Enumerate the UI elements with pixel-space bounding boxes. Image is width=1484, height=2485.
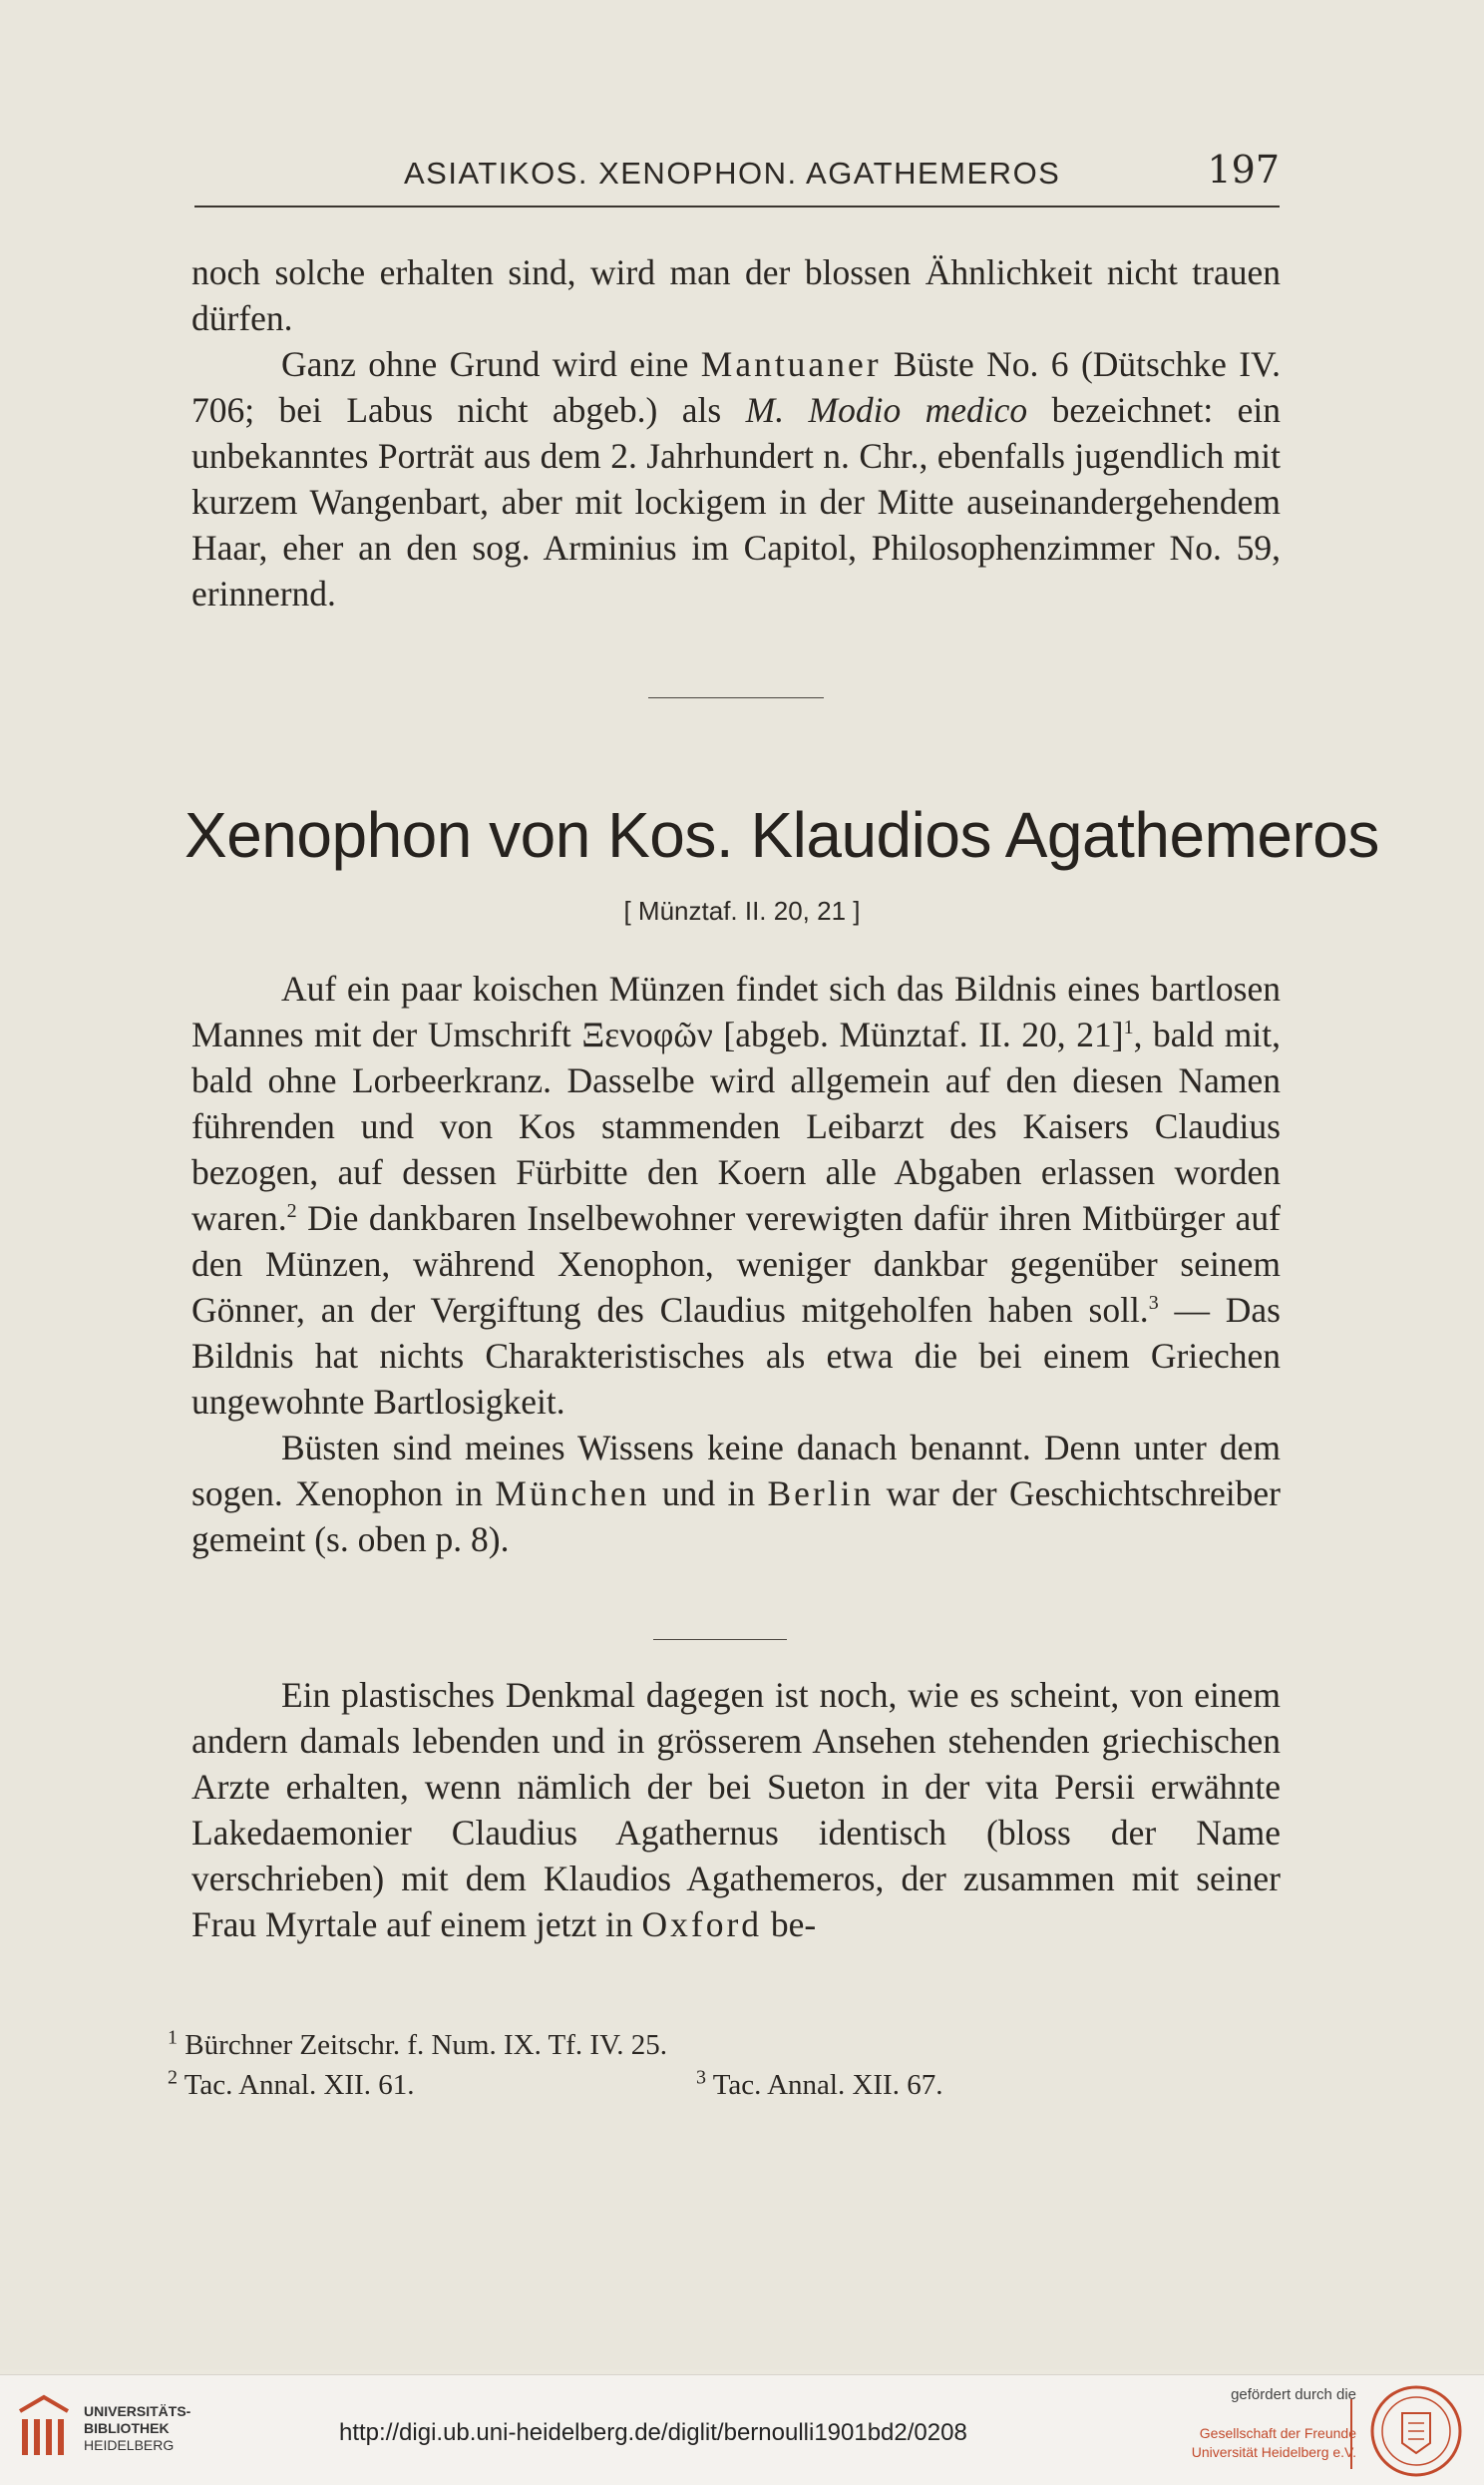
section-p1-text-c: Die dankbaren Inselbewohner verewigten dafür ihren Mitbürger auf den Münzen, während Xenophon, weniger dankbar gegenüber seinem Gönner, an der Vergiftung des Claudius mitgeholfen haben soll. [191, 1198, 1281, 1330]
spaced-word-muenchen: München [495, 1473, 650, 1513]
page-number: 197 [1207, 148, 1280, 192]
library-name [84, 2403, 190, 2454]
footnotes [168, 2025, 1265, 2105]
footnote-ref-1: 1 [1123, 1017, 1134, 1039]
footnote-row-2-3 [168, 2065, 1265, 2105]
footnote-number-2: 2 [168, 2066, 178, 2089]
footnote-ref-3: 3 [1148, 1292, 1159, 1315]
intro-p2-text-a: Ganz ohne Grund wird eine [281, 344, 701, 384]
section-paragraph-1 [191, 966, 1281, 1425]
sponsor-info [1192, 2385, 1356, 2462]
section-paragraph-2 [191, 1425, 1281, 1562]
digitization-footer [0, 2374, 1484, 2485]
spaced-word-oxford: Oxford [641, 1904, 763, 1944]
footnote-3 [696, 2066, 943, 2101]
section-p3-text-b: be- [762, 1904, 817, 1944]
library-name-line-3: HEIDELBERG [84, 2437, 175, 2453]
section-text-continued [191, 1672, 1281, 1947]
footnote-text-2: Tac. Annal. XII. 61. [184, 2069, 415, 2101]
section-p1-text-b: , bald mit, bald ohne Lorbeerkranz. Dasselbe wird allgemein auf den diesen Namen führenden und von Kos stammenden Leibarzt des Kaisers Claudius bezogen, auf dessen Fürbitte den Koern alle Abgaben erlassen worden waren. [191, 1015, 1281, 1238]
library-name-line-1: UNIVERSITÄTS- [84, 2403, 191, 2419]
library-name-line-2: BIBLIOTHEK [84, 2420, 170, 2436]
section-text [191, 966, 1281, 1562]
intro-p1-text: noch solche erhalten sind, wird man der blossen Ähnlichkeit nicht trauen dürfen. [191, 252, 1281, 338]
spaced-word-berlin: Berlin [767, 1473, 875, 1513]
permalink-url[interactable]: http://digi.ub.uni-heidelberg.de/diglit/bernoulli1901bd2/0208 [339, 2419, 967, 2446]
sponsor-name-line-2: Universität Heidelberg e.V. [1191, 2444, 1356, 2460]
university-seal-icon [1368, 2383, 1464, 2479]
spaced-word-mantuaner: Mantuaner [700, 344, 882, 384]
library-logo-icon [14, 2393, 74, 2463]
italic-name: M. Modio medico [745, 390, 1028, 430]
section-p1-text-a: Auf ein paar koischen Münzen findet sich das Bildnis eines bartlosen Mannes mit der Umschrift Ξενοφῶν [abgeb. Münztaf. II. 20, 21] [191, 969, 1281, 1054]
intro-p2-text-c: bezeichnet: ein unbekanntes Porträt aus dem 2. Jahrhundert n. Chr., ebenfalls jugendlich mit kurzem Wangenbart, aber mit lockigem in der Mitte auseinandergehendem Haar, eher an den sog. Arminius im Capitol, Philosophenzimmer No. 59, erinnernd. [191, 390, 1281, 614]
footnote-text-1: Bürchner Zeitschr. f. Num. IX. Tf. IV. 25. [185, 2029, 668, 2061]
section-p2-text-b: und in [649, 1473, 768, 1513]
footnote-text-3: Tac. Annal. XII. 67. [712, 2069, 943, 2101]
running-head [194, 148, 1280, 207]
separator-rule-2 [653, 1639, 787, 1640]
section-subheading: [ Münztaf. II. 20, 21 ] [623, 896, 861, 926]
section-heading: Xenophon von Kos. Klaudios Agathemeros [185, 799, 1379, 871]
section-p3-text-a: Ein plastisches Denkmal dagegen ist noch, wie es scheint, von einem andern damals lebenden und in grösserem Ansehen stehenden griechischen Arzte erhalten, wenn nämlich der bei Sueton in der vita Persii erwähnte Lakedaemonier Claudius Agathernus identisch (bloss der Name verschrieben) mit dem Klaudios Agathemeros, der zusammen mit seiner Frau Myrtale auf einem jetzt in [191, 1675, 1281, 1944]
footnote-1 [168, 2025, 1265, 2065]
intro-p2-text-b: Büste No. 6 (Dütschke IV. 706; bei Labus nicht abgeb.) als [191, 344, 1281, 430]
footnote-ref-2: 2 [286, 1200, 297, 1223]
footnote-2 [168, 2065, 696, 2105]
sponsor-name-line-1: Gesellschaft der Freunde [1199, 2425, 1356, 2441]
section-paragraph-3 [191, 1672, 1281, 1947]
section-p1-text-d: — Das Bildnis hat nichts Charakteristisches als etwa die bei einem Griechen ungewohnte Bartlosigkeit. [191, 1290, 1281, 1422]
intro-paragraph-1 [191, 249, 1281, 341]
sponsor-label: gefördert durch die [1231, 2386, 1356, 2403]
footnote-number-3: 3 [696, 2066, 706, 2089]
intro-paragraph-2 [191, 341, 1281, 617]
footnote-number-1: 1 [168, 2026, 178, 2049]
section-p2-text-c: war der Geschichtschreiber gemeint (s. oben p. 8). [191, 1473, 1281, 1559]
running-title: ASIATIKOS. XENOPHON. AGATHEMEROS [404, 156, 1061, 191]
separator-rule-1 [648, 697, 824, 698]
intro-text [191, 249, 1281, 617]
section-p2-text-a: Büsten sind meines Wissens keine danach benannt. Denn unter dem sogen. Xenophon in [191, 1428, 1281, 1513]
